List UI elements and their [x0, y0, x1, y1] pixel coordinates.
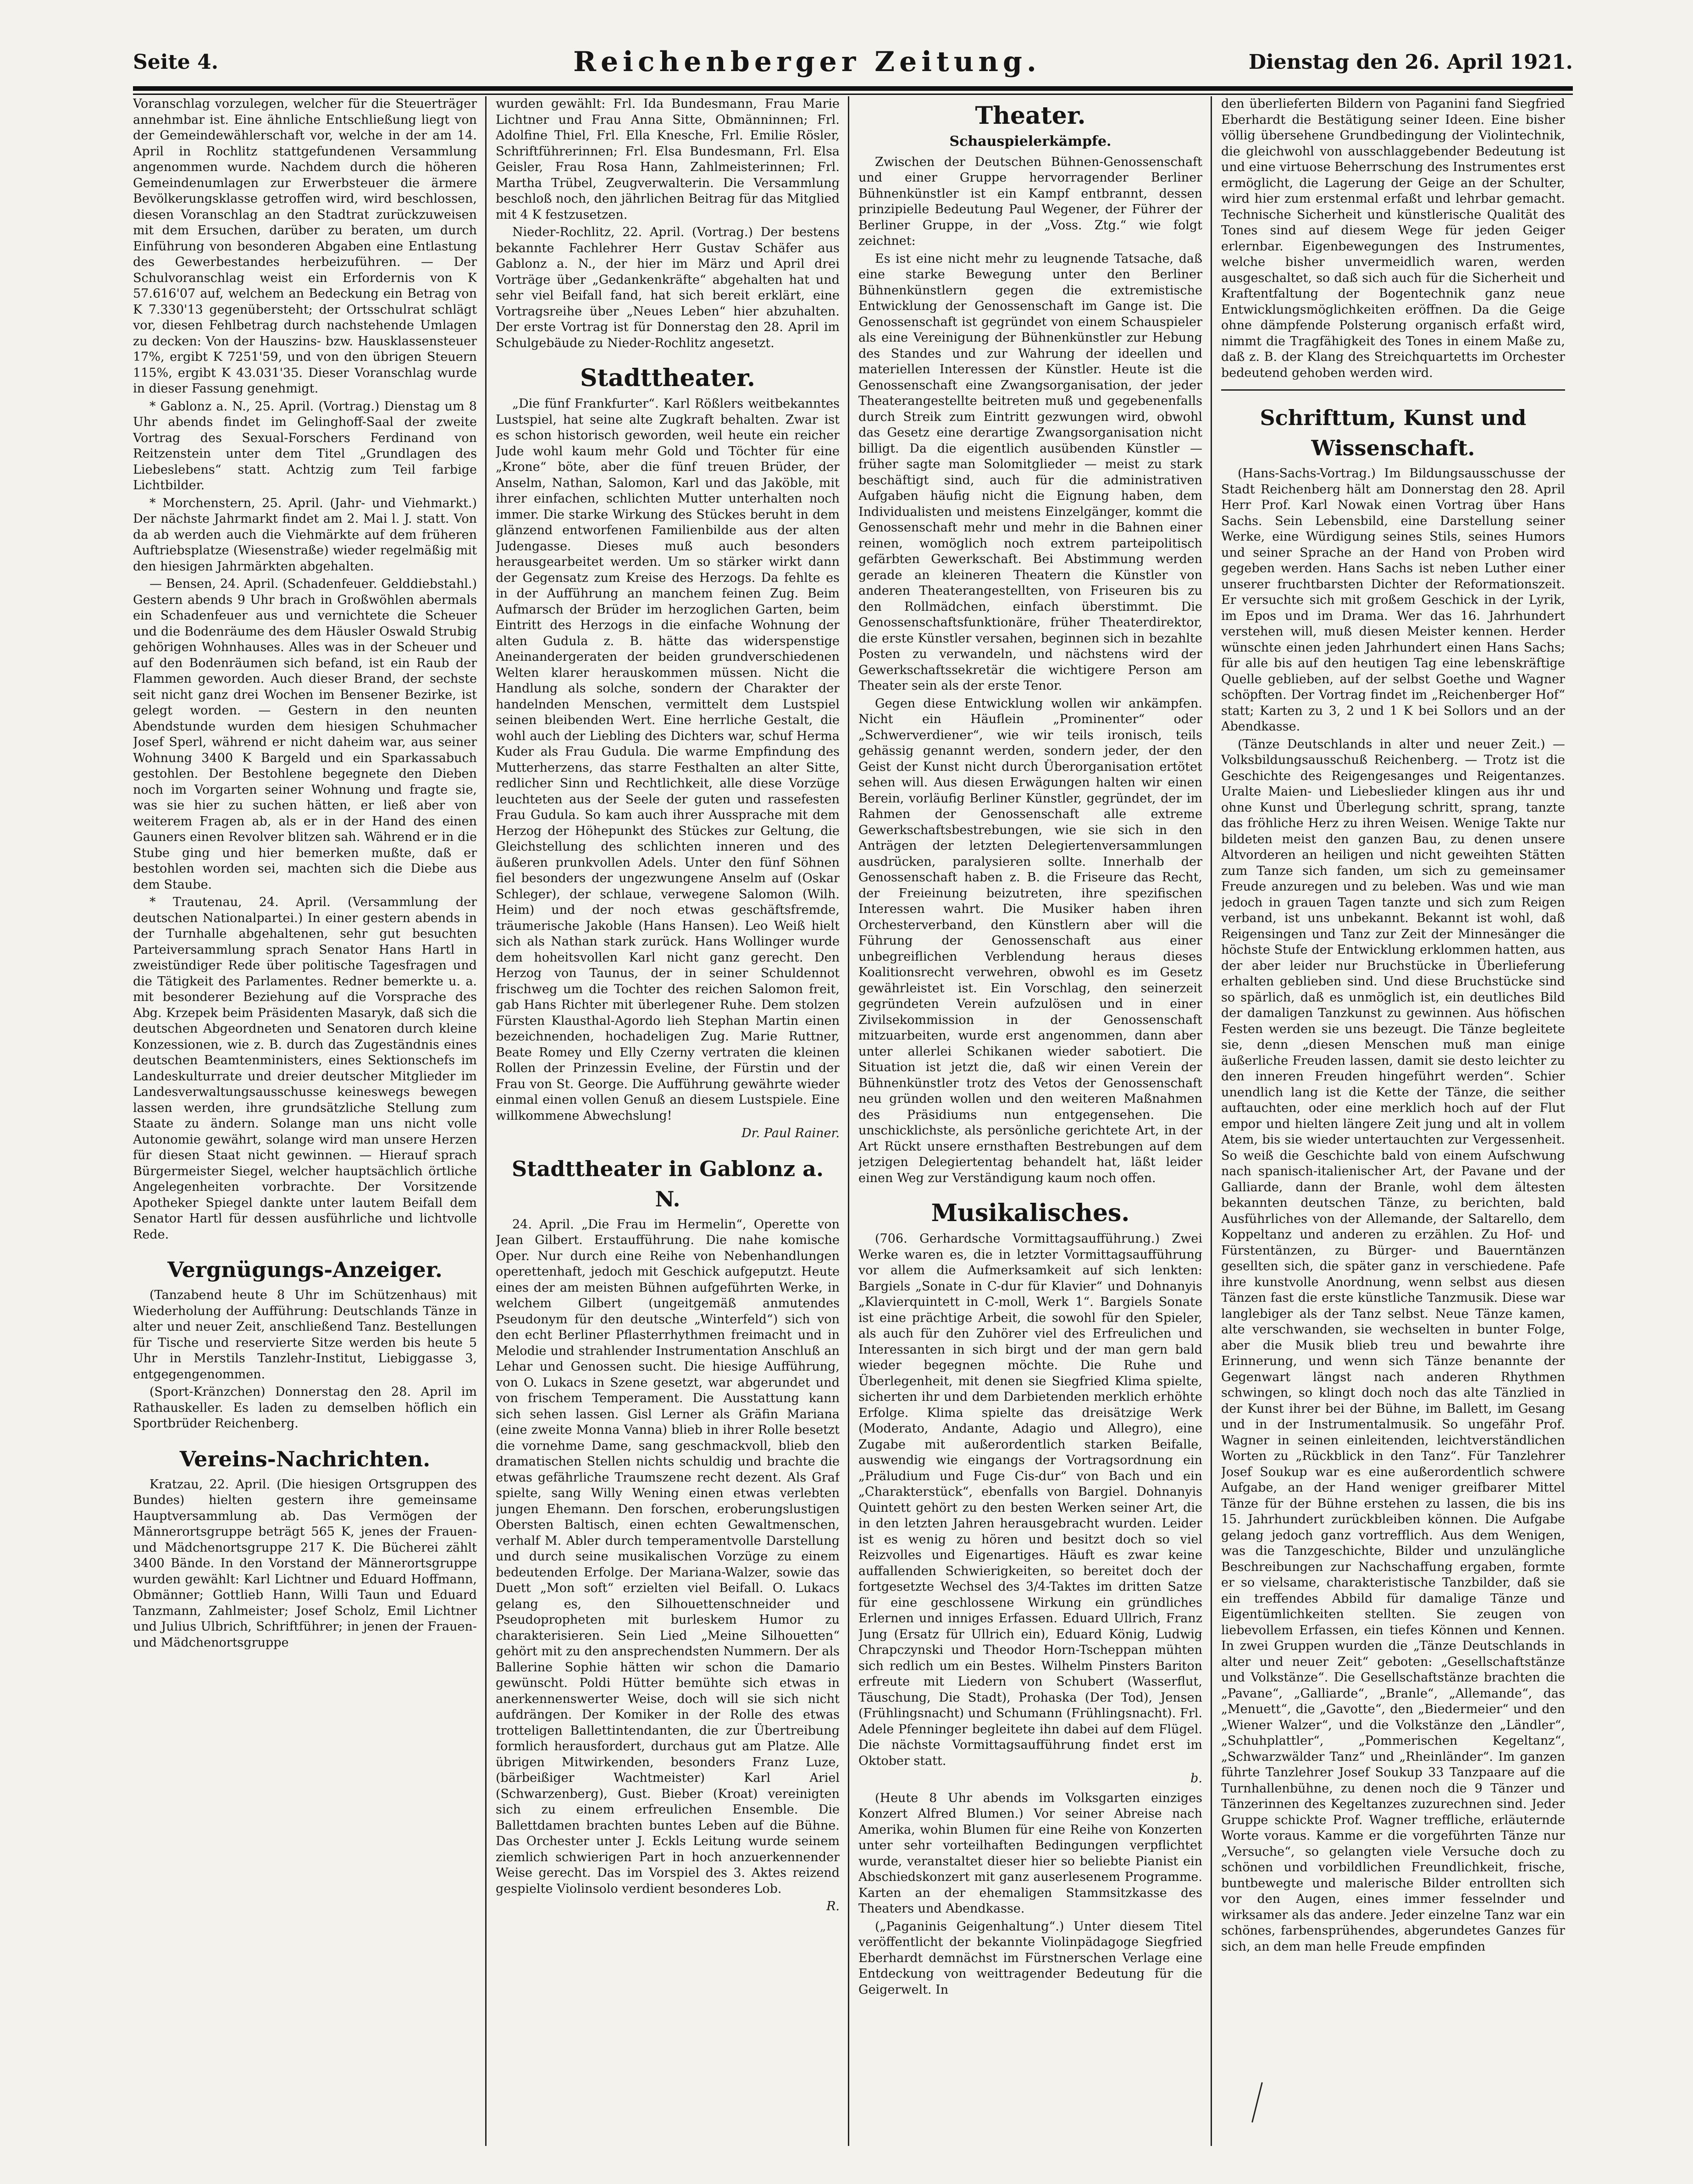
article-paragraph: * Trautenau, 24. April. (Versammlung der deutschen Nationalpartei.) In einer gestern abends in der Turnhalle abgehaltenen, sehr gut besuchten Parteiversammlung sprach Senator Hans Hartl in zweistündiger Rede über politische Tagesfragen und die Tätigkeit des Parlamentes. Redner bemerkte u. a. mit besonderer Beziehung auf die Vorsprache des Abg. Krzepek beim Präsidenten Masaryk, daß sich die deutschen Abgeordneten und Senatoren durch kleine Konzessionen, wie z. B. durch das Zugeständnis eines deutschen Beamtenministers, eines Sektionschefs im Landeskulturrate und dreier deutscher Mitglieder im Landesverwaltungsausschusse keineswegs bewegen lassen werden, ihre grundsätzliche Stellung zum Staate zu ändern. Solange man uns nicht volle Autonomie gewährt, solange wird man unsere Herzen für diesen Staat nicht gewinnen. — Hierauf sprach Bürgermeister Siegel, welcher hauptsächlich örtliche Angelegenheiten vorbrachte. Der Vorsitzende Apotheker Spiegel dankte unter lautem Beifall dem Senator Hartl für dessen ausführliche und lichtvolle Rede. — [133, 895, 477, 1242]
issue-date: Dienstag den 26. April 1921. — [1248, 50, 1573, 74]
section-heading-literature-art-science: Schrifttum, Kunst und Wissenschaft. — [1260, 405, 1527, 460]
author-signature: R. — [826, 1899, 840, 1913]
section-heading-music: Musikalisches. — [931, 1199, 1130, 1227]
author-signature: Dr. Paul Rainer. — [741, 1126, 840, 1140]
section-heading-associations: Vereins-Nachrichten. — [179, 1446, 431, 1471]
article-paragraph: * Morchenstern, 25. April. (Jahr- und Viehmarkt.) Der nächste Jahrmarkt findet am 2. Mai l. J. statt. Von da ab werden auch die Viehmärkte auf dem früheren Auftriebsplatze (Wiesenstraße) wieder regelmäßig mit den hiesigen Jahrmärkten abgehalten. — [133, 496, 477, 574]
column-2 — [496, 96, 840, 2146]
article-paragraph: (Heute 8 Uhr abends im Volksgarten einziges Konzert Alfred Blumen.) Vor seiner Abreise nach Amerika, wohin Blumen für eine Reihe von Konzerten unter sehr vorteilhaften Bedingungen verpflichtet wurde, veranstaltet dieser hier so beliebte Pianist ein Abschiedskonzert mit ganz auserlesenem Programme. Karten an der ehemaligen Stammsitzkasse des Theaters und Abendkasse. — [858, 1791, 1202, 1916]
newspaper-title: Reichenberger Zeitung. — [573, 46, 1041, 78]
article-paragraph: (Hans-Sachs-Vortrag.) Im Bildungsausschusse der Stadt Reichenberg hält am Donnerstag den 28. April Herr Prof. Karl Nowak einen Vortrag über Hans Sachs. Sein Lebensbild, eine Darstellung seiner Werke, eine Würdigung seines Stils, seines Humors und seiner Sprache an der Hand von Proben wird gegeben werden. Hans Sachs ist neben Luther einer unserer fruchtbarsten Dichter der Reformationszeit. Er versuchte sich mit großem Geschick in der Lyrik, im Epos und im Drama. Wer das 16. Jahrhundert verstehen will, muß diesen Meister kennen. Herder wünschte einen jeden Jahrhundert einen Hans Sachs; für alle bis auf den heutigen Tag eine lebenskräftige Quelle geblieben, auf der selbst Goethe und Wagner schöpften. Der Vortrag findet im „Reichenberger Hof“ statt; Karten zu 3, 2 und 1 K bei Sollors und an der Abendkasse. — [1221, 466, 1565, 734]
masthead-rule-thick — [133, 86, 1573, 91]
article-paragraph: (Sport-Kränzchen) Donnerstag den 28. April im Rathauskeller. Es laden zu demselben höflich ein Sportbrüder Reichenberg. — [133, 1385, 477, 1431]
article-paragraph: (Tanzabend heute 8 Uhr im Schützenhaus) mit Wiederholung der Aufführung: Deutschlands Tänze in alter und neuer Zeit, anschließend Tanz. Bestellungen für Tische und reservierte Sitze werden bis heute 5 Uhr in Merstils Tanzlehr-Institut, Liebiggasse 3, entgegengenommen. — [133, 1288, 477, 1382]
masthead-rule-thin — [133, 94, 1573, 95]
section-divider — [1221, 389, 1565, 391]
column-divider — [1211, 96, 1212, 2146]
section-heading-entertainment: Vergnügungs-Anzeiger. — [167, 1257, 443, 1282]
page-number: Seite 4. — [133, 50, 219, 74]
column-3 — [858, 96, 1202, 2146]
article-paragraph: den überlieferten Bildern von Paganini fand Siegfried Eberhardt die Bestätigung seiner Ideen. Eine bisher völlig übersehene Grundbedingung der Violintechnik, die gleichwohl von ausschlaggebender Bedeutung ist und eine virtuose Beherrschung des Instrumentes erst ermöglicht, die Lagerung der Geige an der Schulter, wird hier zum erstenmal erfaßt und lehrbar gemacht. Technische Sicherheit und künstlerische Qualität des Tones sind auf diesem Wege für jeden Geiger erlernbar. Eigenbewegungen des Instrumentes, welche bisher unvermeidlich waren, werden ausgeschaltet, so daß sich auch für die Sicherheit und Kraftentfaltung der Bogentechnik ganz neue Entwicklungsmöglichkeiten eröffnen. Da die Geige ohne dämpfende Polsterung organisch erfaßt wird, nimmt die Tragfähigkeit des Tones in einem Maße zu, daß z. B. der Klang des Streichquartetts im Orchester bedeutend gehoben werden wird. — [1221, 97, 1565, 380]
article-paragraph: — Bensen, 24. April. (Schadenfeuer. Gelddiebstahl.) Gestern abends 9 Uhr brach in Großwöhlen abermals ein Schadenfeuer aus und vernichtete die Scheuer und die Bodenräume des dem Häusler Oswald Strubig gehörigen Wohnhauses. Alles was in der Scheuer und auf den Bodenräumen sich befand, ist ein Raub der Flammen geworden. Auch dieser Brand, der sechste seit nicht ganz drei Wochen im Bensener Bezirke, ist gelegt worden. — Gestern in den neunten Abendstunde wurden dem hiesigen Schuhmacher Josef Sperl, während er nicht daheim war, aus seiner Wohnung 3400 K Bargeld und ein Sparkassabuch gestohlen. Der Bestohlene begegnete den Dieben noch im Vorgarten seiner Wohnung und fragte sie, was sie hier zu suchen hätten, er ließ aber von weiterem Fragen ab, als er in der Hand des einen Gauners einen Revolver blitzen sah. Während er in die Stube ging und hier bemerken mußte, daß er bestohlen worden sei, machten sich die Diebe aus dem Staube. — [133, 577, 477, 892]
article-paragraph: Voranschlag vorzulegen, welcher für die Steuerträger annehmbar ist. Eine ähnliche Entschließung liegt von der Gemeindewählerschaft vor, welche in der am 14. April in Rochlitz stattgefundenen Versammlung angenommen wurde. Nachdem durch die höheren Gemeindenumlagen zur Erwerbsteuer die ärmere Bevölkerungsklasse getroffen wird, wird beschlossen, diesen Voranschlag an den Stadtrat zurückzuweisen mit dem Ersuchen, darüber zu beraten, um durch Einführung von besonderen Abgaben eine Entlastung des Gewerbestandes herbeizuführen. — Der Schulvoranschlag weist ein Erfordernis von K 57.616'07 auf, welchem an Bedeckung ein Betrag von K 7.330'13 gegenübersteht; der Ortsschulrat schlägt vor, diesen Fehlbetrag durch nachstehende Umlagen zu decken: Von der Hauszins- bzw. Hausklassensteuer 17%, ergibt K 7251'59, und von den übrigen Steuern 115%, ergibt K 43.031'35. Dieser Voranschlag wurde in dieser Fassung genehmigt. — [133, 97, 477, 396]
article-paragraph: (706. Gerhardsche Vormittagsaufführung.) Zwei Werke waren es, die in letzter Vormittagsaufführung vor allem die Aufmerksamkeit auf sich lenkten: Bargiels „Sonate in C-dur für Klavier“ und Dohnanyis „Klavierquintett in C-moll, Werk 1“. Bargiels Sonate ist eine prächtige Arbeit, die sowohl für den Spieler, als auch für den Zuhörer viel des Erfreulichen und Interessanten in sich birgt und der man gern bald wieder begegnen möchte. Die Ruhe und Überlegenheit, mit denen sie Siegfried Klima spielte, sicherten ihr und dem Darbietenden merklich erhöhte Erfolge. Klima spielte das dreisätzige Werk (Moderato, Andante, Adagio und Allegro), eine Zugabe mit außerordentlich starken Beifalle, auswendig wie eingangs der Vortragsordnung ein „Präludium und Fuge Cis-dur“ von Bach und ein „Charakterstück“, ebenfalls von Bargiel. Dohnanyis Quintett gehört zu den besten Werken seiner Art, die in den letzten Jahren herausgebracht wurden. Leider ist es wenig zu hören und besitzt doch so viel Reizvolles und Eigenartiges. Häuft es zwar keine auffallenden Schwierigkeiten, so bereitet doch der fortgesetzte Wechsel des 3/4-Taktes im dritten Satze für eine geschlossene Wirkung ein gründliches Erlernen und inniges Erfassen. Eduard Ullrich, Franz Jung (Ersatz für Ullrich ein), Eduard König, Ludwig Chrapczynski und Theodor Horn-Tscheppan mühten sich redlich um ein Bestes. Wilhelm Pinsters Bariton erfreute mit Liedern von Schubert (Wasserflut, Täuschung, Die Stadt), Prohaska (Der Tod), Jensen (Frühlingsnacht) und Schumann (Frühlingsnacht). Frl. Adele Pfenninger begleitete ihn dabei auf dem Flügel. Die nächste Vormittagsaufführung findet erst im Oktober statt. — [858, 1232, 1202, 1768]
column-1 — [133, 96, 477, 2146]
article-paragraph: * Gablonz a. N., 25. April. (Vortrag.) Dienstag um 8 Uhr abends findet im Gelinghoff-Saal der zweite Vortrag des Sexual-Forschers Ferdinand von Reitzenstein unter dem Titel „Grundlagen des Liebeslebens“ statt. Achtzig zum Teil farbige Lichtbilder. — [133, 399, 477, 492]
column-divider — [485, 96, 487, 2146]
article-paragraph: Zwischen der Deutschen Bühnen-Genossenschaft und einer Gruppe hervorragender Berliner Bühnenkünstler ist ein Kampf entbrannt, dessen prinzipielle Bedeutung Paul Wegener, der Führer der Berliner Gruppe, in der „Voss. Ztg.“ wie folgt zeichnet: — [858, 155, 1202, 248]
article-paragraph: 24. April. „Die Frau im Hermelin“, Operette von Jean Gilbert. Erstaufführung. Die nahe komische Oper. Nur durch eine Reihe von Nebenhandlungen operettenhaft, jedoch mit Geschick aufgeputzt. Heute eines der am meisten Bühnen aufgeführten Werke, in welchem Gilbert (ungeitgemäß anmutendes Pseudonym für den deutsche „Winterfeld“) sich von den echt Berliner Pflasterrhythmen freimacht und in Melodie und strahlender Instrumentation Anschluß an Lehar und Genossen sucht. Die hiesige Aufführung, von O. Lukacs in Szene gesetzt, war abgerundet und von frischem Temperament. Die Ausstattung kann sich sehen lassen. Gisl Lerner als Gräfin Mariana (eine zweite Monna Vanna) blieb in ihrer Rolle besetzt die vornehme Dame, sang geschmackvoll, blieb den dramatischen Stellen nichts schuldig und brachte die etwas gefährliche Traumszene recht dezent. Als Graf spielte, sang Willy Wening einen etwas verlebten jungen Ehemann. Den forschen, eroberungslustigen Obersten Baltisch, einen echten Gewaltmenschen, verhalf M. Abler durch temperamentvolle Darstellung und durch seine musikalischen Vorzüge zu einem bedeutenden Erfolge. Der Mariana-Walzer, sowie das Duett „Mon soft“ erzielten viel Beifall. O. Lukacs gelang es, den Silhouettenschneider und Pseudopropheten mit burleskem Humor zu charakterisieren. Sein Lied „Meine Silhouetten“ gehört mit zu den ansprechendsten Nummern. Der als Ballerine Sophie hätten wir schon die Damario gewünscht. Poldi Hütter bemühte sich etwas in anerkennenswerter Weise, doch will sie sich nicht aufdrängen. Der Komiker in der Rolle des etwas trotteligen Ballettintendanten, die zur Übertreibung formlich herausfordert, durchaus gut am Platze. Alle übrigen Mitwirkenden, besonders Franz Luze, (bärbeißiger Wachtmeister) Karl Ariel (Schwarzenberg), Gust. Bieber (Kroat) vereinigten sich zu einem erfreulichen Ensemble. Die Ballettdamen brachten buntes Leben auf die Bühne. Das Orchester unter J. Eckls Leitung wurde seinem ziemlich schwierigen Part in hoch anzuerkennender Weise gerecht. Das im Vorspiel des 3. Aktes reizend gespielte Violinsolo verdient besonderes Lob. — [496, 1217, 840, 1896]
article-paragraph: Nieder-Rochlitz, 22. April. (Vortrag.) Der bestens bekannte Fachlehrer Herr Gustav Schäfer aus Gablonz a. N., der hier im März und April drei Vorträge über „Gedankenkräfte“ abgehalten hat und sehr viel Beifall fand, hat sich bereit erklärt, eine Vortragsreihe über „Neues Leben“ hier abzuhalten. Der erste Vortrag ist für Donnerstag den 28. April im Schulgebäude zu Nieder-Rochlitz angesetzt. — [496, 225, 840, 350]
column-divider — [848, 96, 849, 2146]
section-heading-gablonz-theater: Stadttheater in Gablonz a. N. — [512, 1156, 824, 1211]
article-paragraph: (Tänze Deutschlands in alter und neuer Zeit.) — Volksbildungsausschuß Reichenberg. — Trotz ist die Geschichte des Reigengesanges und Reigentanzes. Uralte Maien- und Liebeslieder klingen aus ihr und ohne Kunst und Überlegung schritt, sprang, tanzte das fröhliche Herz zu ihren Weisen. Wenige Takte nur bildeten meist den ganzen Bau, zu denen unsere Altvorderen an heiligen und nicht geweihten Stätten zum Tanze sich fanden, um sich zu gemeinsamer Freude anzuregen und zu beleben. Was und wie man jedoch in grauen Tagen tanzte und sich zum Reigen verband, ist uns unbekannt. Bekannt ist wohl, daß Reigensingen und Tanz zur Zeit der Minnesänger die höchste Stufe der Entwicklung erklommen hatten, aus der aber leider nur Bruchstücke in Überlieferung erhalten geblieben sind. Und diese Bruchstücke sind so spärlich, daß es unmöglich ist, ein deutliches Bild der damaligen Tanzkunst zu gewinnen. Aus höfischen Festen werden sie uns bezeugt. Die Tänze begleitete sie, denn „diesen Menschen muß man einige äußerliche Freuden lassen, damit sie desto leichter zu den inneren Freuden hingeführt werden“. Schier unendlich lang ist die Kette der Tänze, die seither auftauchten, oder eine merklich hoch auf der Flut empor und hielten längere Zeit jung und alt in vollem Atem, bis sie wieder untertauchten zur Vergessenheit. So weiß die Geschichte bald von einem Aufschwung nach spanisch-italienischer Art, der Pavane und der Galliarde, dann der Branle, wohl dem ältesten bekannten deutschen Tänze, zu berichten, bald Ausführliches von der Allemande, der Saltarello, dem Koppeltanz und anderen zu erzählen. Zu Hof- und Fürstentänzen, zu Bürger- und Bauerntänzen gesellten sich, die später ganz in verschiedene. Pafe ihre kunstvolle Anordnung, wenn selbst aus diesen Tänzen fast die erste künstliche Tanzmusik. Diese war langlebiger als der Tanz selbst. Neue Tänze kamen, alte verschwanden, sie wechselten in bunter Folge, aber die Musik blieb treu und bewahrte ihre Erinnerung, und wenn sich Tänze benannte der Gegenwart längst nach anderen Rhythmen schwingen, so klingt doch noch das alte Tänzlied in der Kunst ihrer bei der Bühne, im Ballett, im Gesang und in der Instrumentalmusik. So ungefähr Prof. Wagner in seinen einleitenden, leichtverständlichen Worten zu „Rückblick in den Tanz“. Für Tanzlehrer Josef Soukup war es eine außerordentlich schwere Aufgabe, an der Hand weniger greifbarer Mittel Tänze für der Bühne erstehen zu lassen, die bis ins 15. Jahrhundert zurückbleiben können. Die Aufgabe gelang jedoch ganz vortrefflich. Aus dem Wenigen, was die Tanzgeschichte, Bilder und unzulängliche Beschreibungen zur Nachschaffung ergaben, formte er so vielsame, charakteristische Tanzbilder, daß sie ein treffendes Abbild für damalige Tänze und Eigentümlichkeiten stellten. Sie zeugen von liebevollem Erfassen, ein tiefes Können und Kennen. In zwei Gruppen wurden die „Tänze Deutschlands in alter und neuer Zeit“ geboten: „Gesellschaftstänze und Volkstänze“. Die Gesellschaftstänze brachten die „Pavane“, „Galliarde“, „Branle“, „Allemande“, das „Menuett“, die „Gavotte“, den „Biedermeier“ und den „Wiener Walzer“, und die Volkstänze den „Ländler“, „Schuhplattler“, „Pommerischen Kegeltanz“, „Schwarzwälder Tanz“ und „Rheinländer“. Im ganzen führte Tanzlehrer Josef Soukup 33 Tanzpaare auf die Turnhallenbühne, zu denen noch die 9 Tänzer und Tänzerinnen des Kegeltanzes zuzurechnen sind. Jeder Gruppe schickte Prof. Wagner treffliche, erläuternde Worte voraus. Kamme er die vorgeführten Tänze nur „Versuche“, so gelangten viele Versuche doch zu schönen und vorbildlichen Freundlichkeit, frische, buntbewegte und malerische Bilder entrollten sich vor den Augen, eines immer fesselnder und wirksamer als das andere. Jeder einzelne Tanz war ein schönes, farbensprühendes, abgerundetes Ganzes für sich, an dem man helle Freude empfinden — [1221, 737, 1565, 1954]
article-paragraph: („Paganinis Geigenhaltung“.) Unter diesem Titel veröffentlicht der bekannte Violinpädagoge Siegfried Eberhardt demnächst im Fürstnerschen Verlage eine Entdeckung von weittragender Bedeutung für die Geigerwelt. In — [858, 1919, 1202, 1997]
article-paragraph: wurden gewählt: Frl. Ida Bundesmann, Frau Marie Lichtner und Frau Anna Sitte, Obmänninnen; Frl. Adolfine Thiel, Frl. Ella Knesche, Frl. Emilie Rösler, Schriftführerinnen; Frl. Elsa Bundesmann, Frl. Elsa Geisler, Frau Rosa Hann, Zahlmeisterinnen; Frl. Martha Trübel, Zeugverwalterin. Die Versammlung beschloß noch, den jährlichen Beitrag für das Mitglied mit 4 K festzusetzen. — [496, 97, 840, 222]
column-4 — [1221, 96, 1565, 2146]
section-heading-theater: Theater. — [975, 102, 1086, 130]
article-paragraph: Es ist eine nicht mehr zu leugnende Tatsache, daß eine starke Bewegung unter den Berliner Bühnenkünstlern gegen die extremistische Entwicklung der Genossenschaft im Gange ist. Die Genossenschaft ist gegründet von einem Schauspieler als eine Vereinigung der Bühnenkünstler zur Hebung des Standes und zur Wahrung der ideellen und materiellen Interessen der Künstler. Heute ist die Genossenschaft eine Zwangsorganisation, der jeder Theaterangestellte beitreten muß und gegebenenfalls durch Streik zum Eintritt gezwungen wird, obwohl das Gesetz eine derartige Zwangsorganisation nicht billigt. Da die eigentlich ausübenden Künstler — früher sagte man Solomitglieder — meist zu stark beschäftigt sind, auch für die administrativen Aufgaben häufig nicht die Eignung haben, dem Individualisten und meistens Einzelgänger, kommt die Genossenschaft mehr und mehr in die Bahnen einer reinen, womöglich noch extrem parteipolitisch gefärbten Gewerkschaft. Bei Abstimmung werden gerade an kleineren Theatern die Künstler von anderen Theaterangestellten, von Friseuren bis zu den Rollmädchen, einfach überstimmt. Die Genossenschaftsfunktionäre, früher Theaterdirektor, die erste Künstler versahen, beginnen sich in bezahlte Posten zu verwandeln, und nächstens wird der Gewerkschaftssekretär die wichtigere Person am Theater sein als der erste Tenor. — [858, 251, 1202, 693]
masthead — [133, 41, 1573, 83]
article-subheading: Schauspielerkämpfe. — [949, 133, 1112, 149]
author-signature: b. — [1190, 1771, 1202, 1786]
section-heading-stadttheater: Stadttheater. — [580, 364, 756, 392]
article-paragraph: Gegen diese Entwicklung wollen wir ankämpfen. Nicht ein Häuflein „Prominenter“ oder „Schwerverdiener“, wie wir teils ironisch, teils gehässig genannt werden, sondern jeder, der den Geist der Kunst nicht durch Überorganisation ertötet sehen will. Aus diesen Erwägungen halten wir einen Berein, vorläufig Berliner Künstler, gegründet, der im Rahmen der Genossenschaft alle extreme Gewerkschaftsbestrebungen, wie sie sich in den Anträgen der letzten Delegiertenversammlungen ausdrücken, paralysieren sollte. Innerhalb der Genossenschaft haben z. B. die Friseure das Recht, der Freieinung beizutreten, ihre spezifischen Interessen wahrt. Die Musiker haben ihren Orchesterverband, den Künstlern aber will die Führung der Genossenschaft aus einer unbegreiflichen Verblendung heraus dieses Koalitionsrecht verwehren, obwohl es im Gesetz gewährleistet ist. Ein Vorschlag, den seinerzeit gegründeten Verein aufzulösen und in einer Zivilsekommission in der Genossenschaft mitzuarbeiten, wurde erst angenommen, dann aber unter allerlei Schikanen wieder sabotiert. Die Situation ist jetzt die, daß wir einen Verein der Bühnenkünstler trotz des Vetos der Genossenschaft neu gründen wollen und den weiteren Maßnahmen des Präsidiums nun entgegensehen. Die unschicklichste, als persönliche gerichtete Art, in der Art Rückt unsere ernsthaften Bestrebungen auf dem jetzigen Delegiertentag behandelt hat, läßt leider einen Weg zur Verständigung kaum noch offen. — [858, 696, 1202, 1185]
article-paragraph: „Die fünf Frankfurter“. Karl Rößlers weitbekanntes Lustspiel, hat seine alte Zugkraft behalten. Zwar ist es schon historisch geworden, weil heute ein reicher Jude wohl kaum mehr Gold und Töchter für eine „Krone“ böte, aber die fünf treuen Brüder, der Anselm, Nathan, Salomon, Karl und das Jaköble, mit ihrer einfachen, schlichten Mutter unterhalten noch immer. Die starke Wirkung des Stückes beruht in dem glänzend entworfenen Familienbilde aus der alten Judengasse. Dieses muß auch besonders herausgearbeitet werden. Um so stärker wirkt dann der Gegensatz zum Kreise des Herzogs. Da fehlte es in der Aufführung an manchem feinen Zug. Beim Aufmarsch der Brüder im herzoglichen Garten, beim Eintritt des Herzogs in die einfache Wohnung der alten Gudula z. B. hätte das widerspenstige Aneinandergeraten der beiden grundverschiedenen Welten klarer herauskommen müssen. Nicht die Handlung als solche, sondern der Charakter der handelnden Menschen, vermittelt dem Lustspiel seinen bleibenden Wert. Eine herrliche Gestalt, die wohl auch der Liebling des Dichters war, schuf Herma Kuder als Frau Gudula. Die warme Empfindung des Mutterherzens, das starre Festhalten an alter Sitte, redlicher Sinn und Rechtlichkeit, alle diese Vorzüge leuchteten aus der Seele der guten und rassefesten Frau Gudula. So kam auch ihrer Aussprache mit dem Herzog der Höhepunkt des Stückes zur Geltung, die Gleichstellung des schlichten inneren und des äußeren prunkvollen Adels. Unter den fünf Söhnen fiel besonders der ungezwungene Anselm auf (Oskar Schleger), der schlaue, verwegene Salomon (Wilh. Heim) und der noch etwas geschäftsfremde, träumerische Jakoble (Hans Hansen). Leo Weiß hielt sich als Nathan stark zurück. Hans Wollinger wurde dem hoheitsvollen Karl nicht ganz gerecht. Den Herzog von Taunus, der in seiner Schuldennot frischweg um die Tochter des reichen Salomon freit, gab Hans Richter mit überlegener Ruhe. Dem stolzen Fürsten Klausthal-Agordo lieh Stephan Martin einen bezeichnenden, hochadeligen Zug. Marie Ruttner, Beate Romey und Elly Czerny vertraten die kleinen Rollen der Prinzessin Eveline, der Fürstin und der Frau von St. George. Die Aufführung gewährte wieder einmal einen vollen Genuß an diesem Lustspiele. Eine willkommene Abwechslung! — [496, 397, 840, 1123]
article-paragraph: Kratzau, 22. April. (Die hiesigen Ortsgruppen des Bundes) hielten gestern ihre gemeinsame Hauptversammlung ab. Das Vermögen der Männerortsgruppe beträgt 565 K, jenes der Frauen- und Mädchenortsgruppe 217 K. Die Bücherei zählt 3400 Bände. In den Vorstand der Männerortsgruppe wurden gewählt: Karl Lichtner und Eduard Hoffmann, Obmänner; Gottlieb Hann, Willi Taun und Eduard Tanzmann, Zahlmeister; Josef Scholz, Emil Lichtner und Julius Ulbrich, Schriftführer; in jenen der Frauen- und Mädchenortsgruppe — [133, 1477, 477, 1650]
